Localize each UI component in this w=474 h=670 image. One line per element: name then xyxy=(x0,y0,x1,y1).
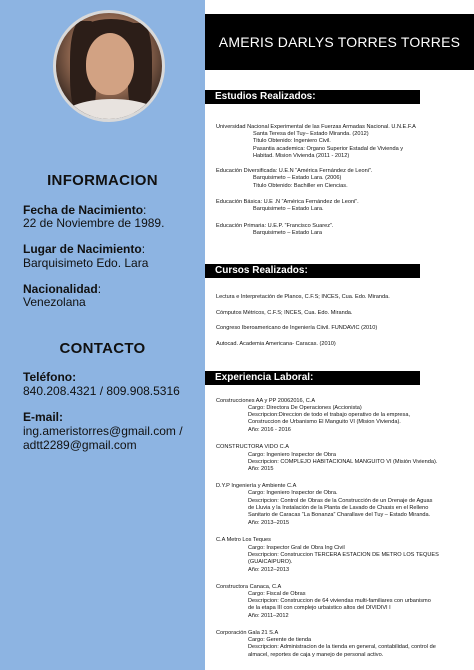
contact-heading: CONTACTO xyxy=(59,340,146,357)
experience-header xyxy=(205,371,420,385)
email-value-2[interactable]: adtt2289@gmail.com xyxy=(23,438,137,452)
course-line: Lectura e Interpretación de Planos, C.F.S; INCES, Cua. Edo. Miranda. xyxy=(216,294,390,300)
study-line: Educación Básica: U.E .N “América Fernández de Leoni”. xyxy=(216,199,359,205)
experience-line: Año: 2013–2015 xyxy=(248,520,290,526)
nationality-label: Nacionalidad: xyxy=(23,282,102,296)
birthdate-label: Fecha de Nacimiento: xyxy=(23,203,147,217)
experience-line: Descripcion:Direccion de todo el trabajo operativo de la empresa, xyxy=(248,412,410,418)
experience-line: Descripcion: Construccion de 64 viviendas multi-familiares con urbanismo xyxy=(248,598,431,604)
courses-header xyxy=(205,264,420,278)
experience-line: Construcciones AA y PP 20062016, C.A xyxy=(216,398,316,404)
experience-line: Construccion de Urbanismo El Manguito VI (Mision Vivienda). xyxy=(248,419,401,425)
experience-line: C.A Metro Los Teques xyxy=(216,537,271,543)
experience-line: D.Y.P Ingeniería y Ambiente C.A xyxy=(216,483,297,489)
experience-line: Año: 2012–2013 xyxy=(248,567,290,573)
full-name: AMERIS DARLYS TORRES TORRES xyxy=(218,34,461,50)
experience-line: Sanitario de Caracas “La Bonanza” Charallave del Tuy – Estado Miranda. xyxy=(248,512,431,518)
course-line: Cómputos Métricos, C.F.S; INCES, Cua. Edo. Miranda. xyxy=(216,310,353,316)
info-heading: INFORMACION xyxy=(47,172,158,189)
study-line: Educación Primaria: U.E.P. “Francisco Suarez”. xyxy=(216,223,334,229)
phone-label: Teléfono: xyxy=(23,370,77,384)
sidebar xyxy=(0,0,205,670)
studies-header xyxy=(205,90,420,104)
study-line: Titulo Obtenido: Bachiller en Ciencias. xyxy=(253,183,348,189)
profile-photo xyxy=(53,10,165,122)
experience-line: Año: 2015 xyxy=(248,466,274,472)
experience-line: Cargo: Ingeniero Inspector de Obra xyxy=(248,452,336,458)
email-label: E-mail: xyxy=(23,410,64,424)
study-line: Pasantia academica: Organo Superior Estadal de Vivienda y xyxy=(253,146,404,152)
experience-line: Año: 2016 - 2016 xyxy=(248,427,291,433)
study-line: Barquisimeto – Estado Lara xyxy=(253,230,323,236)
experience-line: Descripcion: Control de Obras de la Construcción de un Drenaje de Aguas xyxy=(248,498,433,504)
birthplace-label: Lugar de Nacimiento: xyxy=(23,242,146,256)
study-line: Titulo Obtenido: Ingeniero Civil. xyxy=(253,138,331,144)
experience-line: de la etapa III con complejo urbaistico altos del DIVIDIVI I xyxy=(248,605,391,611)
birthdate-value: 22 de Noviembre de 1989. xyxy=(23,216,165,230)
experience-line: Cargo: Fiscal de Obras xyxy=(248,591,306,597)
experience-line: de Lluvia y la Instalación de la Planta de Lavado de Chasis en el Relleno xyxy=(248,505,429,511)
experience-line: Descripcion: Administracion de la tienda en general, contabilidad, control de xyxy=(248,644,436,650)
studies-title: Estudios Realizados: xyxy=(215,91,316,102)
study-line: Santa Teresa del Tuy– Estado Miranda. (2012) xyxy=(253,131,369,137)
nationality-value: Venezolana xyxy=(23,295,86,309)
experience-line: almacel, reportes de caja y manejo de personal activo. xyxy=(248,652,384,658)
course-line: Autocad. Academia Americana- Caracas. (2010) xyxy=(216,341,336,347)
study-line: Barquisimeto – Estado Lara. (2006) xyxy=(253,175,342,181)
experience-line: Constructora Canaca, C.A xyxy=(216,584,282,590)
experience-line: Cargo: Inspector Gral de Obra Ing Civil xyxy=(248,545,345,551)
birthplace-value: Barquisimeto Edo. Lara xyxy=(23,256,149,270)
experience-line: Descripcion: Construccion TERCERA ESTACION DE METRO LOS TEQUES xyxy=(248,552,439,558)
experience-line: Descripcion: COMPLEJO HABITACIONAL MANGUITO VI (Misión Vivienda). xyxy=(248,459,438,465)
experience-line: (GUAICAIPURO). xyxy=(248,559,293,565)
phone-value: 840.208.4321 / 809.908.5316 xyxy=(23,384,180,398)
experience-line: Año: 2011–2012 xyxy=(248,613,289,619)
courses-title: Cursos Realizados: xyxy=(215,265,308,276)
email-value-1[interactable]: ing.ameristorres@gmail.com / xyxy=(23,424,183,438)
study-line: Barquisimeto – Estado Lara. xyxy=(253,206,324,212)
experience-line: Corporación Gala 21 S.A xyxy=(216,630,279,636)
experience-line: Cargo: Gerente de tienda xyxy=(248,637,312,643)
experience-title: Experiencia Laboral: xyxy=(215,372,314,383)
study-line: Universidad Nacional Experimental de las Fuerzas Armadas Nacional. U.N.E.F.A xyxy=(216,124,416,130)
experience-line: Cargo: Directora De Operaciones (Accionista) xyxy=(248,405,362,411)
experience-line: CONSTRUCTORA VIDO C.A xyxy=(216,444,289,450)
course-line: Congreso Iberoamericano de Ingeniería Ciivil. FUNDAVIC (2010) xyxy=(216,325,378,331)
name-banner xyxy=(205,14,474,70)
study-line: Habitad. Mision Vivienda (2011 - 2012) xyxy=(253,153,350,159)
study-line: Educación Diversificada: U.E.N “América Fernández de Leoni”. xyxy=(216,168,373,174)
experience-line: Cargo: Ingeniero Inspector de Obra. xyxy=(248,490,338,496)
